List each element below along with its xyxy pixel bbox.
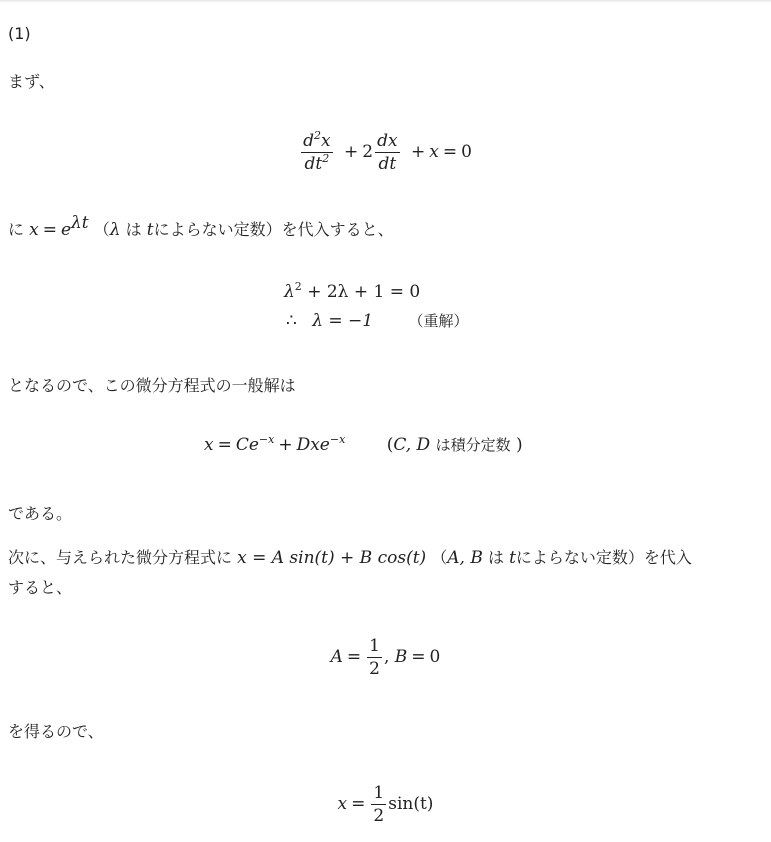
particular-substitution-text: 次に、与えられた微分方程式に x = A sin(t) + B cos(t) （A, B は tによらない定数）を代入 <box>8 548 692 568</box>
top-shadow <box>0 0 771 3</box>
first-derivative-fraction: $\frac{dx}{dt}$ <box>377 131 398 174</box>
differential-equation: $\frac{d^2x}{dt^2}$ + 2 $\frac{dx}{dt}$ + x = 0 <box>303 129 472 174</box>
general-solution-equation: $x = Ce^{-x} + Dxe^{-x}$ (C, D は積分定数 ) <box>204 433 523 455</box>
coefficient-result: A = $\frac{1}{2}$ , B = 0 <box>330 636 441 679</box>
text-wo-eru: を得るので、 <box>8 722 104 741</box>
one-half-fraction-2: $\frac{1}{2}$ <box>373 783 385 826</box>
second-derivative-fraction: $\frac{d^2x}{dt^2}$ <box>303 129 331 174</box>
characteristic-equation: $\lambda^2 + 2\lambda + 1 = 0$ <box>284 280 421 302</box>
problem-number: (1) <box>8 24 31 43</box>
text-suruto: すると、 <box>8 578 73 597</box>
intro-text: まず、 <box>8 72 55 91</box>
particular-solution: x = $\frac{1}{2}$ sin(t) <box>337 783 434 826</box>
general-solution-text: となるので、この微分方程式の一般解は <box>8 376 296 395</box>
substitution-text: に $x = e^{\lambda t}$ （λ は tによらない定数）を代入すると、 <box>8 213 394 240</box>
characteristic-root: ∴ λ = −1 （重解） <box>286 311 469 331</box>
text-dearu: である。 <box>8 504 73 523</box>
one-half-fraction: $\frac{1}{2}$ <box>369 636 380 679</box>
